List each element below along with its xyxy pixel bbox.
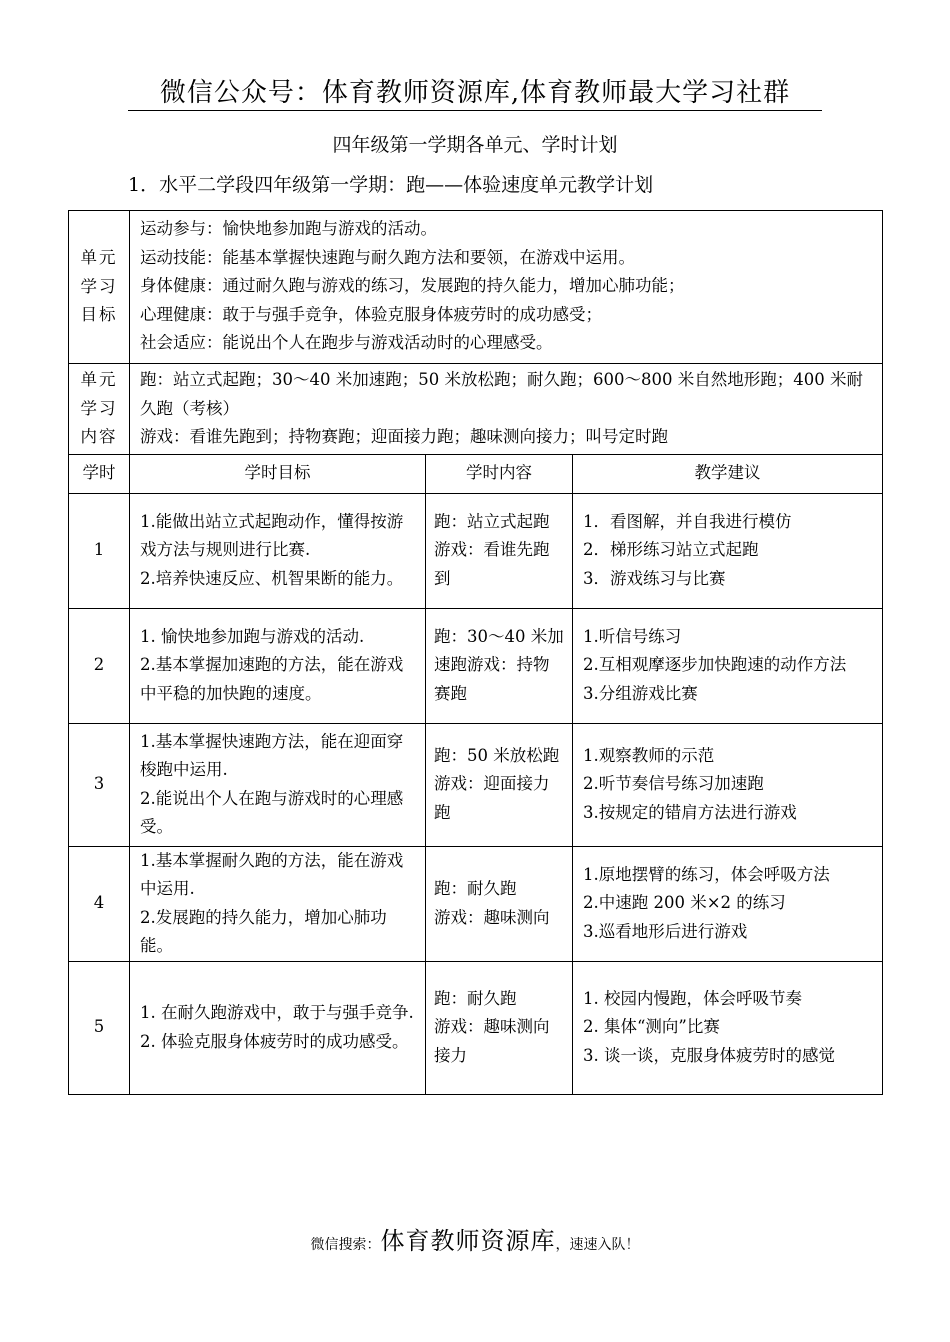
lesson-content: 跑：耐久跑 游戏：趣味测向接力 <box>426 961 573 1094</box>
header-lesson-goals: 学时目标 <box>130 454 426 493</box>
document-title: 四年级第一学期各单元、学时计划 <box>332 134 618 156</box>
table-row <box>69 846 883 961</box>
teaching-advice: 1.原地摆臂的练习，体会呼吸方法 2.中速跑 200 米×2 的练习 3.巡看地形后进行游戏 <box>573 846 883 961</box>
lesson-goals: 1. 在耐久跑游戏中，敢于与强手竞争. 2. 体验克服身体疲劳时的成功感受。 <box>130 961 426 1094</box>
teaching-advice: 1．看图解，并自我进行模仿 2．梯形练习站立式起跑 3．游戏练习与比赛 <box>573 493 883 608</box>
header-teaching-advice: 教学建议 <box>573 454 883 493</box>
teaching-advice: 1.听信号练习 2.互相观摩逐步加快跑速的动作方法 3.分组游戏比赛 <box>573 608 883 723</box>
unit-goals-label: 单元 学习 目标 <box>69 211 130 364</box>
header-lesson: 学时 <box>69 454 130 493</box>
unit-content-row <box>69 364 883 455</box>
lesson-goals: 1.能做出站立式起跑动作，懂得按游戏方法与规则进行比赛. 2.培养快速反应、机智果断的能力。 <box>130 493 426 608</box>
header-divider <box>128 110 822 111</box>
footer-brand: 体育教师资源库 <box>380 1227 556 1255</box>
table-row <box>69 723 883 846</box>
header-title: 微信公众号：体育教师资源库,体育教师最大学习社群 <box>159 78 791 108</box>
table-row <box>69 493 883 608</box>
footer-suffix: ，速速入队！ <box>555 1237 640 1253</box>
unit-goals-text: 运动参与：愉快地参加跑与游戏的活动。 运动技能：能基本掌握快速跑与耐久跑方法和要领，在游戏中运用。 身体健康：通过耐久跑与游戏的练习，发展跑的持久能力，增加心肺功能； 心理健康：敢于与强手竞争，体验克服身体疲劳时的成功感受； 社会适应：能说出个人在跑步与游戏活动时的心理感受。 <box>130 211 883 364</box>
unit-content-text: 跑：站立式起跑；30～40 米加速跑；50 米放松跑；耐久跑；600～800 米自然地形跑；400 米耐久跑（考核） 游戏：看谁先跑到；持物赛跑；迎面接力跑；趣味测向接力；叫号定时跑 <box>130 364 883 455</box>
teaching-advice: 1. 校园内慢跑，体会呼吸节奏 2. 集体“测向”比赛 3. 谈一谈，克服身体疲劳时的感觉 <box>573 961 883 1094</box>
unit-goals-row <box>69 211 883 364</box>
lesson-content: 跑：50 米放松跑 游戏：迎面接力跑 <box>426 723 573 846</box>
lesson-goals: 1.基本掌握快速跑方法，能在迎面穿梭跑中运用. 2.能说出个人在跑与游戏时的心理感受。 <box>130 723 426 846</box>
lesson-goals: 1. 愉快地参加跑与游戏的活动. 2.基本掌握加速跑的方法，能在游戏中平稳的加快跑的速度。 <box>130 608 426 723</box>
lesson-content: 跑：30～40 米加速跑游戏：持物赛跑 <box>426 608 573 723</box>
footer-prefix: 微信搜索： <box>310 1237 381 1253</box>
lesson-goals: 1.基本掌握耐久跑的方法，能在游戏中运用. 2.发展跑的持久能力，增加心肺功能。 <box>130 846 426 961</box>
footer <box>0 1226 950 1260</box>
lesson-number: 5 <box>69 961 130 1094</box>
document-subtitle: 1．水平二学段四年级第一学期：跑——体验速度单元教学计划 <box>128 174 654 196</box>
lesson-number: 2 <box>69 608 130 723</box>
table-row <box>69 961 883 1094</box>
lesson-content: 跑：站立式起跑 游戏：看谁先跑到 <box>426 493 573 608</box>
table-header-row <box>69 454 883 493</box>
table-row <box>69 608 883 723</box>
unit-content-label: 单元 学习 内容 <box>69 364 130 455</box>
teaching-advice: 1.观察教师的示范 2.听节奏信号练习加速跑 3.按规定的错肩方法进行游戏 <box>573 723 883 846</box>
lesson-number: 3 <box>69 723 130 846</box>
unit-plan-table <box>68 210 883 1095</box>
lesson-number: 4 <box>69 846 130 961</box>
lesson-number: 1 <box>69 493 130 608</box>
header-lesson-content: 学时内容 <box>426 454 573 493</box>
lesson-content: 跑：耐久跑 游戏：趣味测向 <box>426 846 573 961</box>
